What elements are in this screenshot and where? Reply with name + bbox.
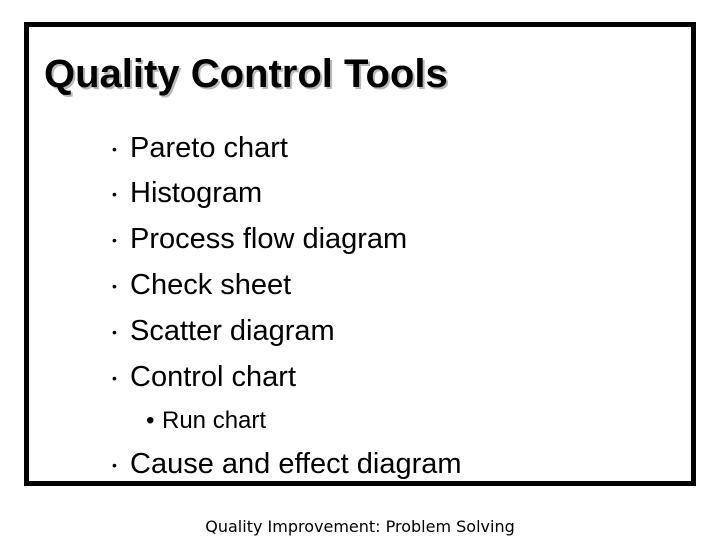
bullet-text: Control chart	[130, 361, 297, 393]
bullet-text: Pareto chart	[130, 132, 288, 164]
bullet-item	[112, 128, 288, 168]
sub-bullet-text: Run chart	[162, 407, 267, 434]
bullet-text: Histogram	[130, 177, 263, 209]
bullet-item	[112, 219, 407, 259]
bullet-text: Cause and effect diagram	[130, 448, 462, 480]
bullet-dot-icon: •	[112, 457, 117, 473]
bullet-dot-icon: •	[112, 141, 117, 157]
bullet-dot-icon: •	[112, 324, 117, 340]
sub-bullet-item	[146, 405, 266, 437]
bullet-text: Scatter diagram	[130, 315, 335, 347]
bullet-text: Process flow diagram	[130, 223, 408, 255]
bullet-dot-icon: •	[112, 232, 117, 248]
bullet-item	[112, 444, 462, 484]
bullet-item	[112, 311, 335, 351]
bullet-dot-icon: •	[112, 278, 117, 294]
bullet-text: Check sheet	[130, 269, 292, 301]
slide-title: Quality Control Tools	[44, 52, 448, 96]
sub-bullet-dot-icon: •	[146, 407, 155, 434]
bullet-item	[112, 265, 291, 305]
bullet-item	[112, 173, 262, 213]
bullet-dot-icon: •	[112, 370, 117, 386]
bullet-item	[112, 357, 296, 397]
bullet-dot-icon: •	[112, 186, 117, 202]
slide-footer: Quality Improvement: Problem Solving	[205, 517, 515, 536]
